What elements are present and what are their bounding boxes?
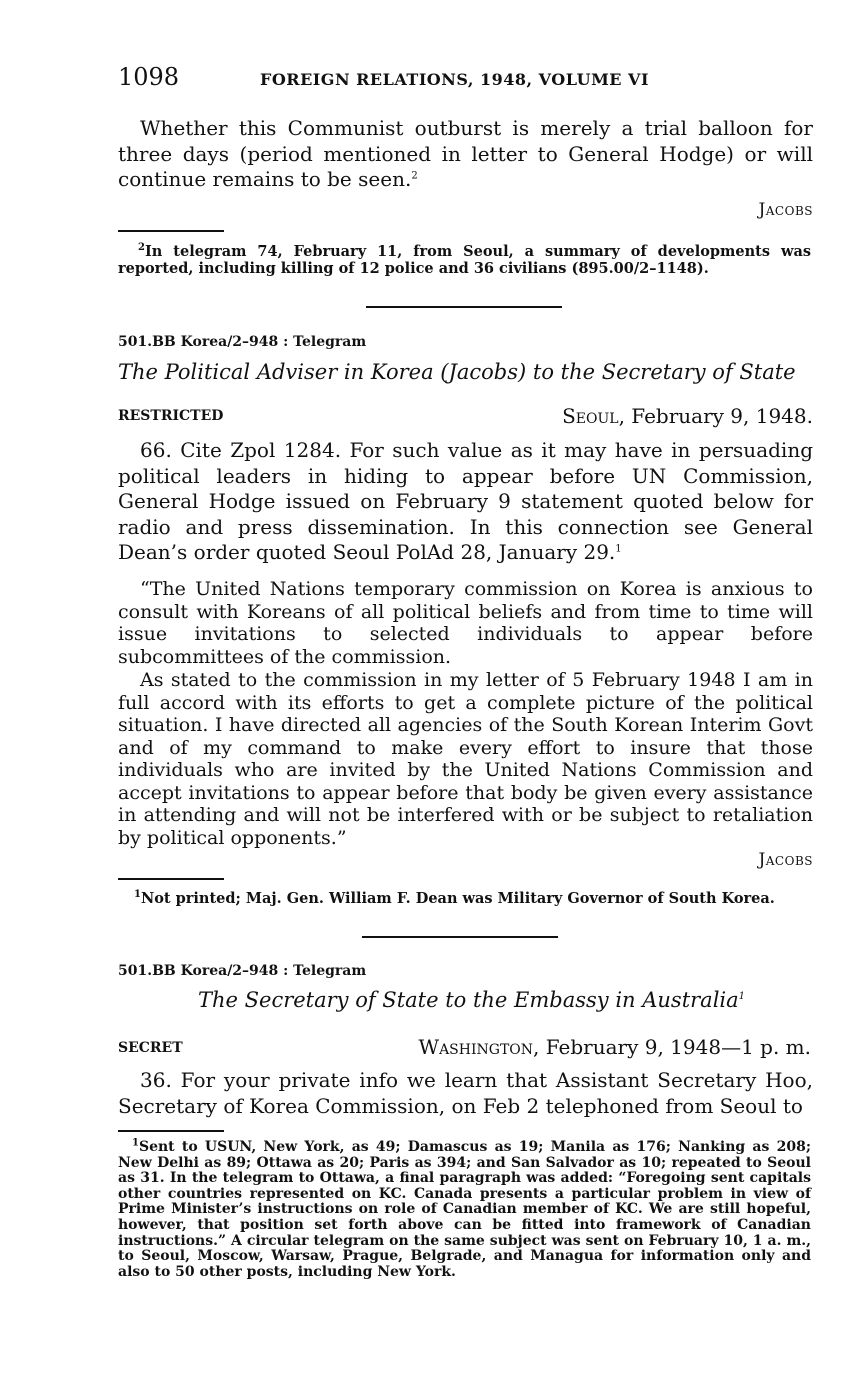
doc3-title-footnote-ref: 1: [738, 991, 746, 1002]
doc3-file-number: 501.BB Korea/2–948 : Telegram: [118, 963, 367, 979]
doc1-text: Whether this Communist outburst is merely a trial balloon for three days (period mentioned in letter to General Hodge) or will continue remains to be seen.: [118, 116, 813, 191]
doc1-signature: Jacobs: [758, 200, 813, 220]
footnote-rule: [118, 878, 224, 880]
doc2-title: The Political Adviser in Korea (Jacobs) to the Secretary of State: [118, 360, 796, 384]
doc3-date: , February 9, 1948—1 p. m.: [533, 1035, 811, 1059]
doc2-body: [118, 438, 813, 566]
doc2-place: Seoul: [562, 404, 619, 428]
doc2-quote-2: As stated to the commission in my letter of 5 February 1948 I am in full accord with its efforts to get a complete picture of the political situation. I have directed all agencies of the South Korean Interim Govt and of my command to make every effort to insure that those individuals who are invited by the United Nations Commission and accept invitations to appear before that body be given every assistance in attending and will not be interfered with or be subject to retaliation by political opponents.”: [118, 669, 813, 849]
doc2-footnote-text: Not printed; Maj. Gen. William F. Dean was Military Governor of South Korea.: [140, 890, 775, 907]
running-title: FOREIGN RELATIONS, 1948, VOLUME VI: [260, 70, 649, 89]
doc2-signature: Jacobs: [758, 850, 813, 870]
doc3-footnote-text: Sent to USUN, New York, as 49; Damascus as 19; Manila as 176; Nanking as 208; New Delhi as 89; Ottawa as 20; Paris as 394; and San Salvador as 10; repeated to Seoul as 31. In the telegram to Ottawa, a final paragraph was added: “Foregoing sent capitals other countries represented on KC. Canada presents a particular problem in view of Prime Minister’s instructions on role of Canadian member of KC. We are still hopeful, however, that position set forth above can be fitted into framework of Canadian instructions.” A circular telegram on the same subject was sent on February 10, 1 a. m., to Seoul, Moscow, Warsaw, Prague, Belgrade, and Managua for information only and also to 50 other posts, including New York.: [118, 1139, 811, 1280]
doc2-place-date: [562, 404, 813, 428]
doc1-paragraph: [118, 116, 813, 193]
doc3-footnote-mark: 1: [132, 1137, 139, 1149]
doc3-place: Washington: [418, 1035, 534, 1059]
doc2-footnote-mark: 1: [134, 889, 141, 901]
doc2-body-text: 66. Cite Zpol 1284. For such value as it may have in persuading political leaders in hiding to appear before UN Commission, General Hodge issued on February 9 statement quoted below for radio and press dissemination. In this connection see General Dean’s order quoted Seoul PolAd 28, January 29.: [118, 438, 813, 564]
doc1-footnote-ref: 2: [411, 170, 418, 182]
doc1-footnote-text: In telegram 74, February 11, from Seoul, a summary of developments was reported, including killing of 12 police and 36 civilians (895.00/2–1148).: [118, 243, 811, 277]
doc3-footnote: [118, 1137, 811, 1280]
doc2-body-footnote-ref: 1: [615, 543, 622, 555]
doc3-title-text: The Secretary of State to the Embassy in Australia: [198, 988, 739, 1012]
doc2-quote-1: “The United Nations temporary commission on Korea is anxious to consult with Koreans of all political beliefs and from time to time will issue invitations to selected individuals to appear before subcommittees of the commission.: [118, 578, 813, 668]
document-separator: [366, 306, 562, 308]
doc2-footnote: [118, 891, 811, 908]
doc3-place-date: [419, 1035, 811, 1059]
doc3-classification: SECRET: [118, 1040, 183, 1056]
footnote-rule: [118, 230, 224, 232]
doc2-file-number: 501.BB Korea/2–948 : Telegram: [118, 334, 367, 350]
footnote-rule: [118, 1130, 224, 1132]
doc1-footnote: [118, 244, 811, 277]
document-separator: [362, 936, 558, 938]
doc3-title: [198, 988, 745, 1012]
doc2-classification: RESTRICTED: [118, 408, 224, 424]
page-number: 1098: [118, 63, 180, 91]
doc2-date: , February 9, 1948.: [618, 404, 813, 428]
doc3-body: 36. For your private info we learn that Assistant Secretary Hoo, Secretary of Korea Commission, on Feb 2 telephoned from Seoul to: [118, 1068, 813, 1118]
doc1-footnote-mark: 2: [138, 242, 145, 254]
